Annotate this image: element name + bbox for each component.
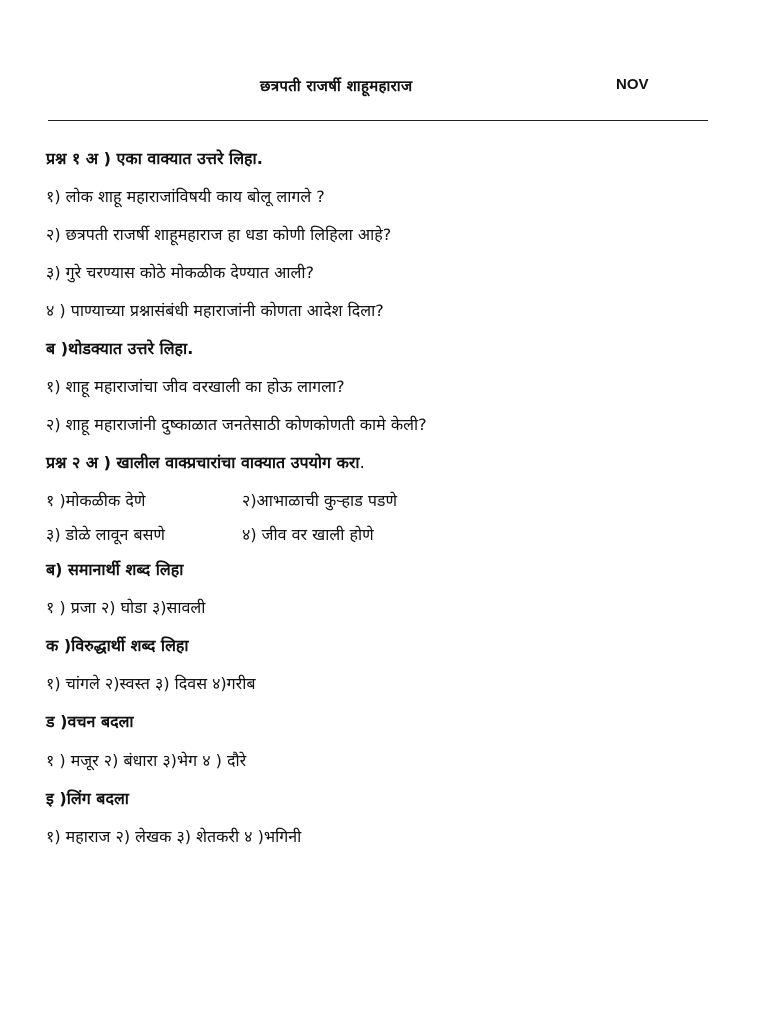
q2-a-heading-row — [46, 452, 365, 474]
q2-a-heading-period: . — [359, 453, 365, 472]
q2-e-heading: इ )लिंग बदला — [46, 789, 129, 808]
month-tag: NOV — [616, 76, 649, 93]
header-divider — [48, 120, 708, 121]
q1-a-item-1: १) लोक शाहू महाराजांविषयी काय बोलू लागले ? — [46, 187, 325, 206]
number-change-words: १ ) मजूर २) बंधारा ३)भेग ४ ) दौरे — [46, 751, 247, 770]
phrase-row-2 — [46, 524, 466, 546]
phrase-1: १ )मोकळीक देणे — [46, 491, 146, 510]
synonym-words: १ ) प्रजा २) घोडा ३)सावली — [46, 598, 206, 617]
page-title: छत्रपती राजर्षी शाहूमहाराज — [260, 77, 413, 95]
q2-d-heading: ड )वचन बदला — [46, 712, 134, 731]
q1-b-item-1: १) शाहू महाराजांचा जीव वरखाली का होऊ लागला? — [46, 377, 345, 396]
q1-a-item-3: ३) गुरे चरण्यास कोठे मोकळीक देण्यात आली? — [46, 263, 314, 282]
q1-b-heading: ब )थोडक्यात उत्तरे लिहा. — [46, 339, 194, 358]
q1-a-item-2: २) छत्रपती राजर्षी शाहूमहाराज हा धडा कोणी लिहिला आहे? — [46, 225, 392, 244]
phrase-3: ३) डोळे लावून बसणे — [46, 525, 165, 544]
phrase-row-1 — [46, 490, 466, 512]
phrase-4: ४) जीव वर खाली होणे — [242, 525, 374, 544]
q1-b-item-2: २) शाहू महाराजांनी दुष्काळात जनतेसाठी कोणकोणती कामे केली? — [46, 415, 427, 434]
gender-change-words: १) महाराज २) लेखक ३) शेतकरी ४ )भगिनी — [46, 827, 302, 846]
q1-a-item-4: ४ ) पाण्याच्या प्रश्नासंबंधी महाराजांनी कोणता आदेश दिला? — [46, 301, 384, 320]
antonym-words: १) चांगले २)स्वस्त ३) दिवस ४)गरीब — [46, 674, 256, 693]
phrase-2: २)आभाळाची कुऱ्हाड पडणे — [242, 491, 398, 510]
q2-c-heading: क )विरुद्धार्थी शब्द लिहा — [46, 636, 189, 655]
q2-b-heading: ब) समानार्थी शब्द लिहा — [46, 560, 184, 579]
q2-a-heading: प्रश्न २ अ ) खालील वाक्प्रचारांचा वाक्यात उपयोग करा — [46, 453, 360, 472]
q1-a-heading: प्रश्न १ अ ) एका वाक्यात उत्तरे लिहा. — [46, 149, 263, 168]
